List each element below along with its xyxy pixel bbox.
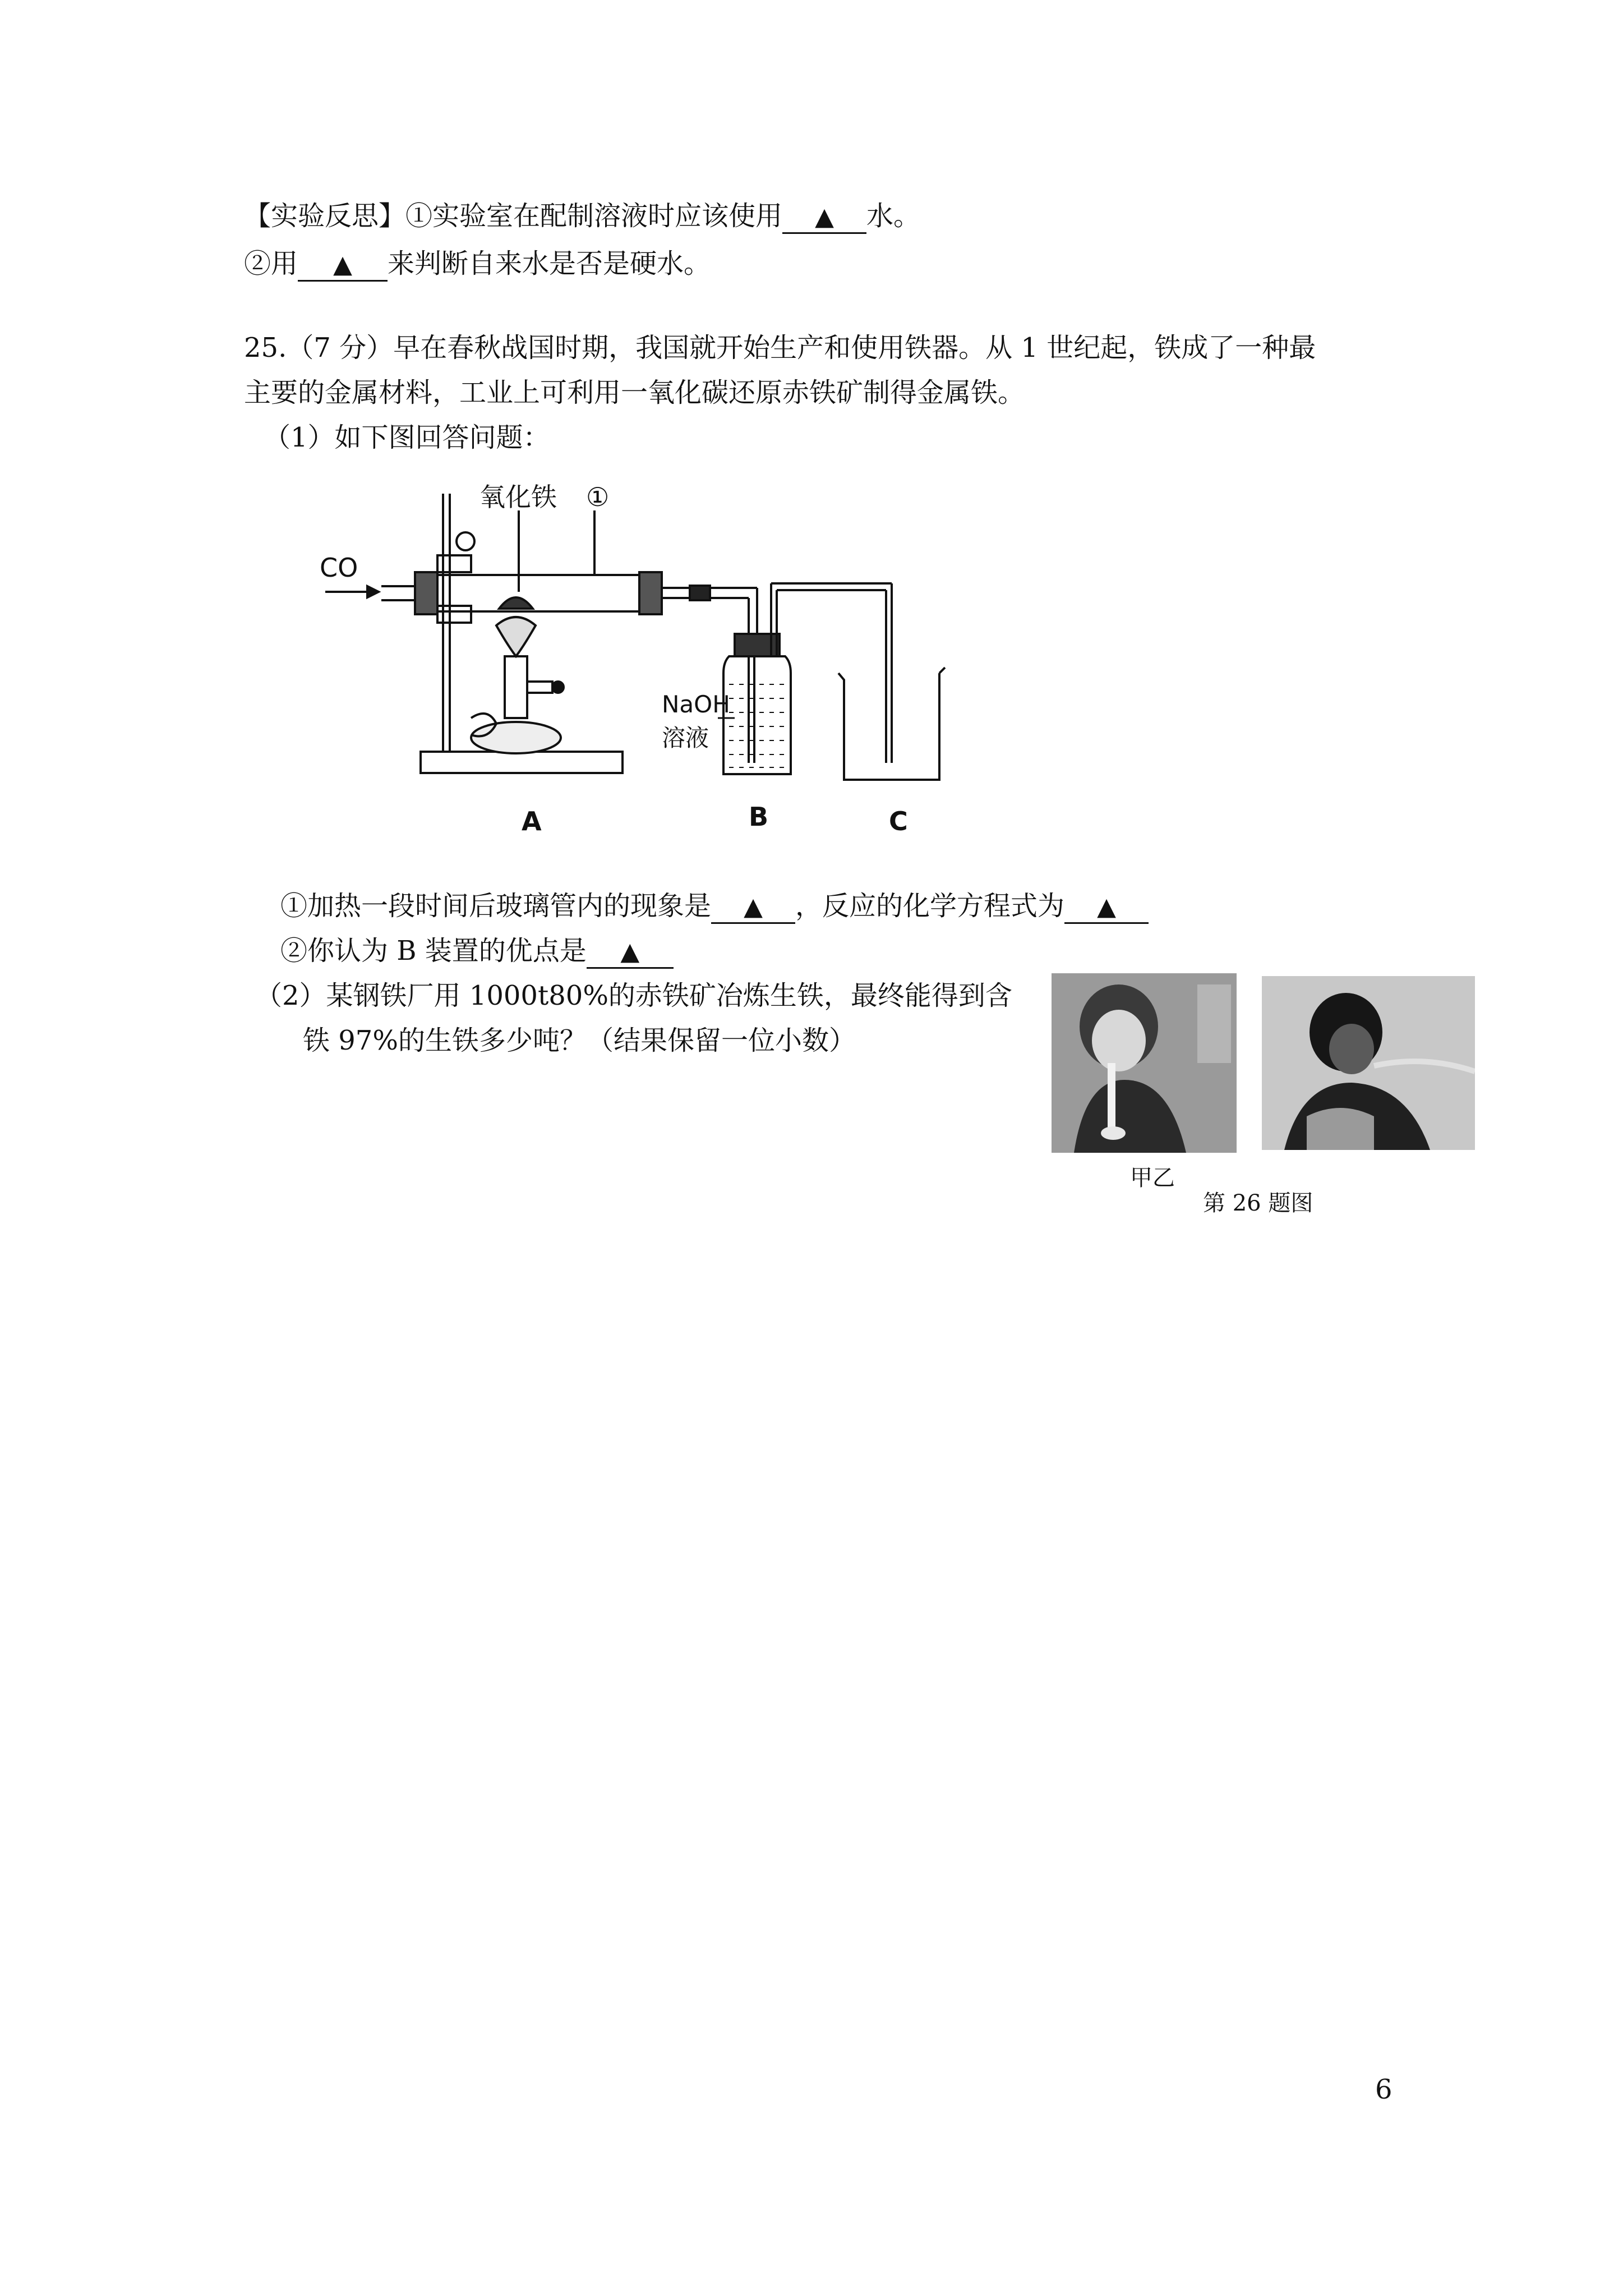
q25-sub-1 [280,889,1149,924]
arrow-head-icon [367,586,379,597]
triangle-icon: ▲ [333,250,352,279]
photo-yi [1262,976,1475,1150]
burner-base [471,722,561,753]
answer-blank [782,201,866,234]
bottle-stopper [735,634,780,656]
triangle-icon: ▲ [744,892,763,921]
q25-sub-1-middle: ，反应的化学方程式为 [795,890,1065,922]
reflection-line-2-suffix: 来判断自来水是否是硬水。 [388,248,711,279]
page-number: 6 [1375,2074,1393,2105]
q25-sub-1-prefix: ①加热一段时间后玻璃管内的现象是 [280,890,712,922]
figure-26-caption: 第 26 题图 [1203,1190,1313,1216]
q25-part-2-line-1: （2）某钢铁厂用 1000t80%的赤铁矿冶炼生铁，最终能得到含 [255,980,1012,1011]
alcohol-burner [505,656,527,718]
stand-base [421,752,623,773]
label-a: A [522,806,542,836]
label-c: C [889,806,908,836]
child-blowing-straw-image [1052,973,1237,1153]
triangle-icon: ▲ [1097,892,1116,921]
label-b: B [749,802,769,832]
clamp-screw [457,532,474,550]
triangle-icon: ▲ [815,203,834,231]
tube-marker: ① [586,482,610,512]
left-stopper [415,572,437,614]
apparatus-diagram [303,471,976,853]
triangle-icon: ▲ [620,937,640,966]
answer-blank [1064,891,1149,924]
q25-part-2-line-2: 铁 97%的生铁多少吨？（结果保留一位小数） [303,1025,856,1056]
child-blowing-tube-image [1262,976,1475,1150]
co-label: CO [320,553,358,583]
iron-oxide-label: 氧化铁 [479,482,557,512]
q25-intro-line-1: 25.（7 分）早在春秋战国时期，我国就开始生产和使用铁器。从 1 世纪起，铁成了一种最 [244,332,1316,364]
answer-blank [711,891,795,924]
right-stopper [639,572,662,614]
reflection-line-2 [244,247,711,282]
beaker [838,673,939,780]
q25-sub-2 [280,934,674,969]
reflection-line-1-suffix: 水。 [866,200,921,232]
q25-part-1: （1）如下图回答问题： [264,422,550,453]
answer-blank [298,249,388,282]
q25-intro-line-2: 主要的金属材料，工业上可利用一氧化碳还原赤铁矿制得金属铁。 [244,377,1025,408]
figure-26-photo-labels: 甲乙 [1130,1165,1175,1191]
reflection-line-1 [244,199,920,234]
answer-blank [587,936,674,969]
iron-oxide-powder [499,597,533,609]
reflection-line-1-prefix: 【实验反思】①实验室在配制溶液时应该使用 [244,200,783,232]
flame [496,617,536,656]
q25-sub-2-prefix: ②你认为 B 装置的优点是 [280,935,587,967]
naoh-bottle [723,656,791,774]
naoh-label: NaOH [662,691,730,718]
reflection-line-2-prefix: ②用 [244,248,298,279]
photo-jia [1052,973,1237,1153]
naoh-label-solution: 溶液 [662,724,709,752]
